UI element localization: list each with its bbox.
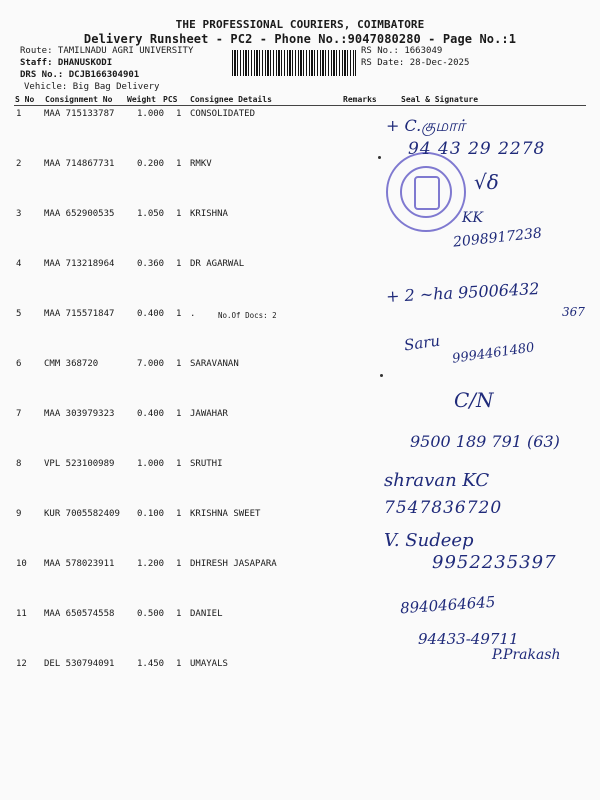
cell-pcs: 1 [176, 659, 182, 669]
cell-weight: 1.200 [137, 559, 165, 569]
handwritten-phone: 7547836720 [384, 498, 503, 518]
cell-sno: 6 [16, 359, 22, 369]
cell-consignee: UMAYALS [190, 659, 228, 669]
rs-date: RS Date: 28-Dec-2025 [361, 58, 470, 68]
handwritten-phone: + 2 ~ha 95006432 [385, 278, 540, 307]
handwritten-phone: 9500 189 791 (63) [410, 432, 560, 451]
handwritten-phone: 94433-49711 [418, 630, 519, 648]
cell-consignment: KUR 7005582409 [44, 509, 120, 519]
cell-consignment: MAA 713218964 [44, 259, 115, 269]
cell-sno: 3 [16, 209, 22, 219]
handwritten-phone: 9952235397 [432, 552, 557, 573]
cell-pcs: 1 [176, 109, 182, 119]
cell-pcs: 1 [176, 509, 182, 519]
staff-label: Staff: DHANUSKODI [20, 58, 113, 68]
cell-consignee: JAWAHAR [190, 409, 228, 419]
cell-pcs: 1 [176, 259, 182, 269]
table-row [0, 459, 600, 509]
cell-consignee: CONSOLIDATED [190, 109, 256, 119]
cell-consignee: DHIRESH JASAPARA [190, 559, 277, 569]
cell-weight: 0.400 [137, 409, 165, 419]
cell-pcs: 1 [176, 459, 182, 469]
table-row [0, 659, 600, 709]
cell-sno: 2 [16, 159, 22, 169]
handwritten-signature: shravan KC [384, 470, 490, 491]
cell-sno: 1 [16, 109, 22, 119]
cell-consignment: MAA 650574558 [44, 609, 115, 619]
handwritten-phone: 8940464645 [399, 592, 496, 618]
cell-weight: 0.500 [137, 609, 165, 619]
runsheet-subtitle: Delivery Runsheet - PC2 - Phone No.:9047080280 - Page No.:1 [83, 32, 517, 46]
cell-sno: 5 [16, 309, 22, 319]
cell-consignee: DANIEL [190, 609, 223, 619]
handwritten-signature: √δ [474, 170, 499, 194]
cell-consignee: DR AGARWAL [190, 259, 245, 269]
cell-pcs: 1 [176, 409, 182, 419]
cell-consignee: KRISHNA [190, 209, 228, 219]
cell-consignee: SARAVANAN [190, 359, 239, 369]
cell-sno: 4 [16, 259, 22, 269]
cell-weight: 0.360 [137, 259, 165, 269]
col-weight: Weight [127, 95, 156, 104]
cell-consignment: MAA 714867731 [44, 159, 115, 169]
cell-pcs: 1 [176, 309, 182, 319]
cell-weight: 0.100 [137, 509, 165, 519]
cell-consignee: KRISHNA SWEET [190, 509, 261, 519]
cell-consignee: RMKV [190, 159, 212, 169]
cell-weight: 0.200 [137, 159, 165, 169]
cell-pcs: 1 [176, 159, 182, 169]
table-row [0, 159, 600, 209]
cell-consignment: DEL 530794091 [44, 659, 115, 669]
cell-weight: 1.000 [137, 459, 165, 469]
col-pcs: PCS [163, 95, 178, 104]
handwritten-note: 367 [562, 305, 585, 319]
cell-sno: 7 [16, 409, 22, 419]
cell-sno: 9 [16, 509, 22, 519]
cell-consignment: CMM 368720 [44, 359, 99, 369]
company-seal-stamp [386, 152, 466, 232]
handwritten-phone: 9994461480 [451, 340, 536, 367]
col-sno: S No [15, 95, 35, 104]
col-consignment: Consignment No [45, 95, 113, 104]
cell-consignment: VPL 523100989 [44, 459, 115, 469]
col-seal: Seal & Signature [401, 95, 479, 104]
col-remarks: Remarks [343, 95, 377, 104]
route-label: Route: TAMILNADU AGRI UNIVERSITY [20, 46, 194, 56]
header-divider [14, 105, 586, 106]
cell-consignee: . [190, 309, 196, 319]
cell-sno: 12 [16, 659, 27, 669]
cell-sno: 8 [16, 459, 22, 469]
cell-consignment: MAA 303979323 [44, 409, 115, 419]
cell-weight: 1.450 [137, 659, 165, 669]
col-consignee: Consignee Details [190, 95, 272, 104]
cell-consignee: SRUTHI [190, 459, 223, 469]
cell-consignment: MAA 652900535 [44, 209, 115, 219]
cell-sno: 11 [16, 609, 27, 619]
barcode [232, 50, 356, 76]
cell-consignment: MAA 715133787 [44, 109, 115, 119]
stray-mark [378, 156, 381, 159]
rs-number: RS No.: 1663049 [361, 46, 443, 56]
handwritten-signature: P.Prakash [492, 647, 561, 663]
cell-pcs: 1 [176, 209, 182, 219]
handwritten-phone: 2098917238 [452, 225, 543, 251]
vehicle-label: Vehicle: Big Bag Delivery [24, 82, 160, 92]
company-title: THE PROFESSIONAL COURIERS, COIMBATORE [175, 18, 425, 31]
cell-weight: 1.000 [137, 109, 165, 119]
cell-weight: 1.050 [137, 209, 165, 219]
handwritten-signature: KK [462, 210, 483, 226]
handwritten-note: C/N [454, 388, 494, 412]
cell-consignment: MAA 715571847 [44, 309, 115, 319]
cell-pcs: 1 [176, 559, 182, 569]
cell-pcs: 1 [176, 359, 182, 369]
cell-consignment: MAA 578023911 [44, 559, 115, 569]
cell-sno: 10 [16, 559, 27, 569]
handwritten-signature: V. Sudeep [384, 530, 474, 551]
handwritten-phone: 94 43 29 2278 [408, 139, 546, 159]
cell-weight: 0.400 [137, 309, 165, 319]
handwritten-note: + C.குமார் [386, 116, 465, 135]
cell-weight: 7.000 [137, 359, 165, 369]
handwritten-signature: Saru [402, 331, 442, 355]
stray-mark [380, 374, 383, 377]
drs-number: DRS No.: DCJB166304901 [20, 70, 140, 80]
table-row [0, 359, 600, 409]
cell-pcs: 1 [176, 609, 182, 619]
no-of-docs: No.Of Docs: 2 [218, 311, 277, 320]
